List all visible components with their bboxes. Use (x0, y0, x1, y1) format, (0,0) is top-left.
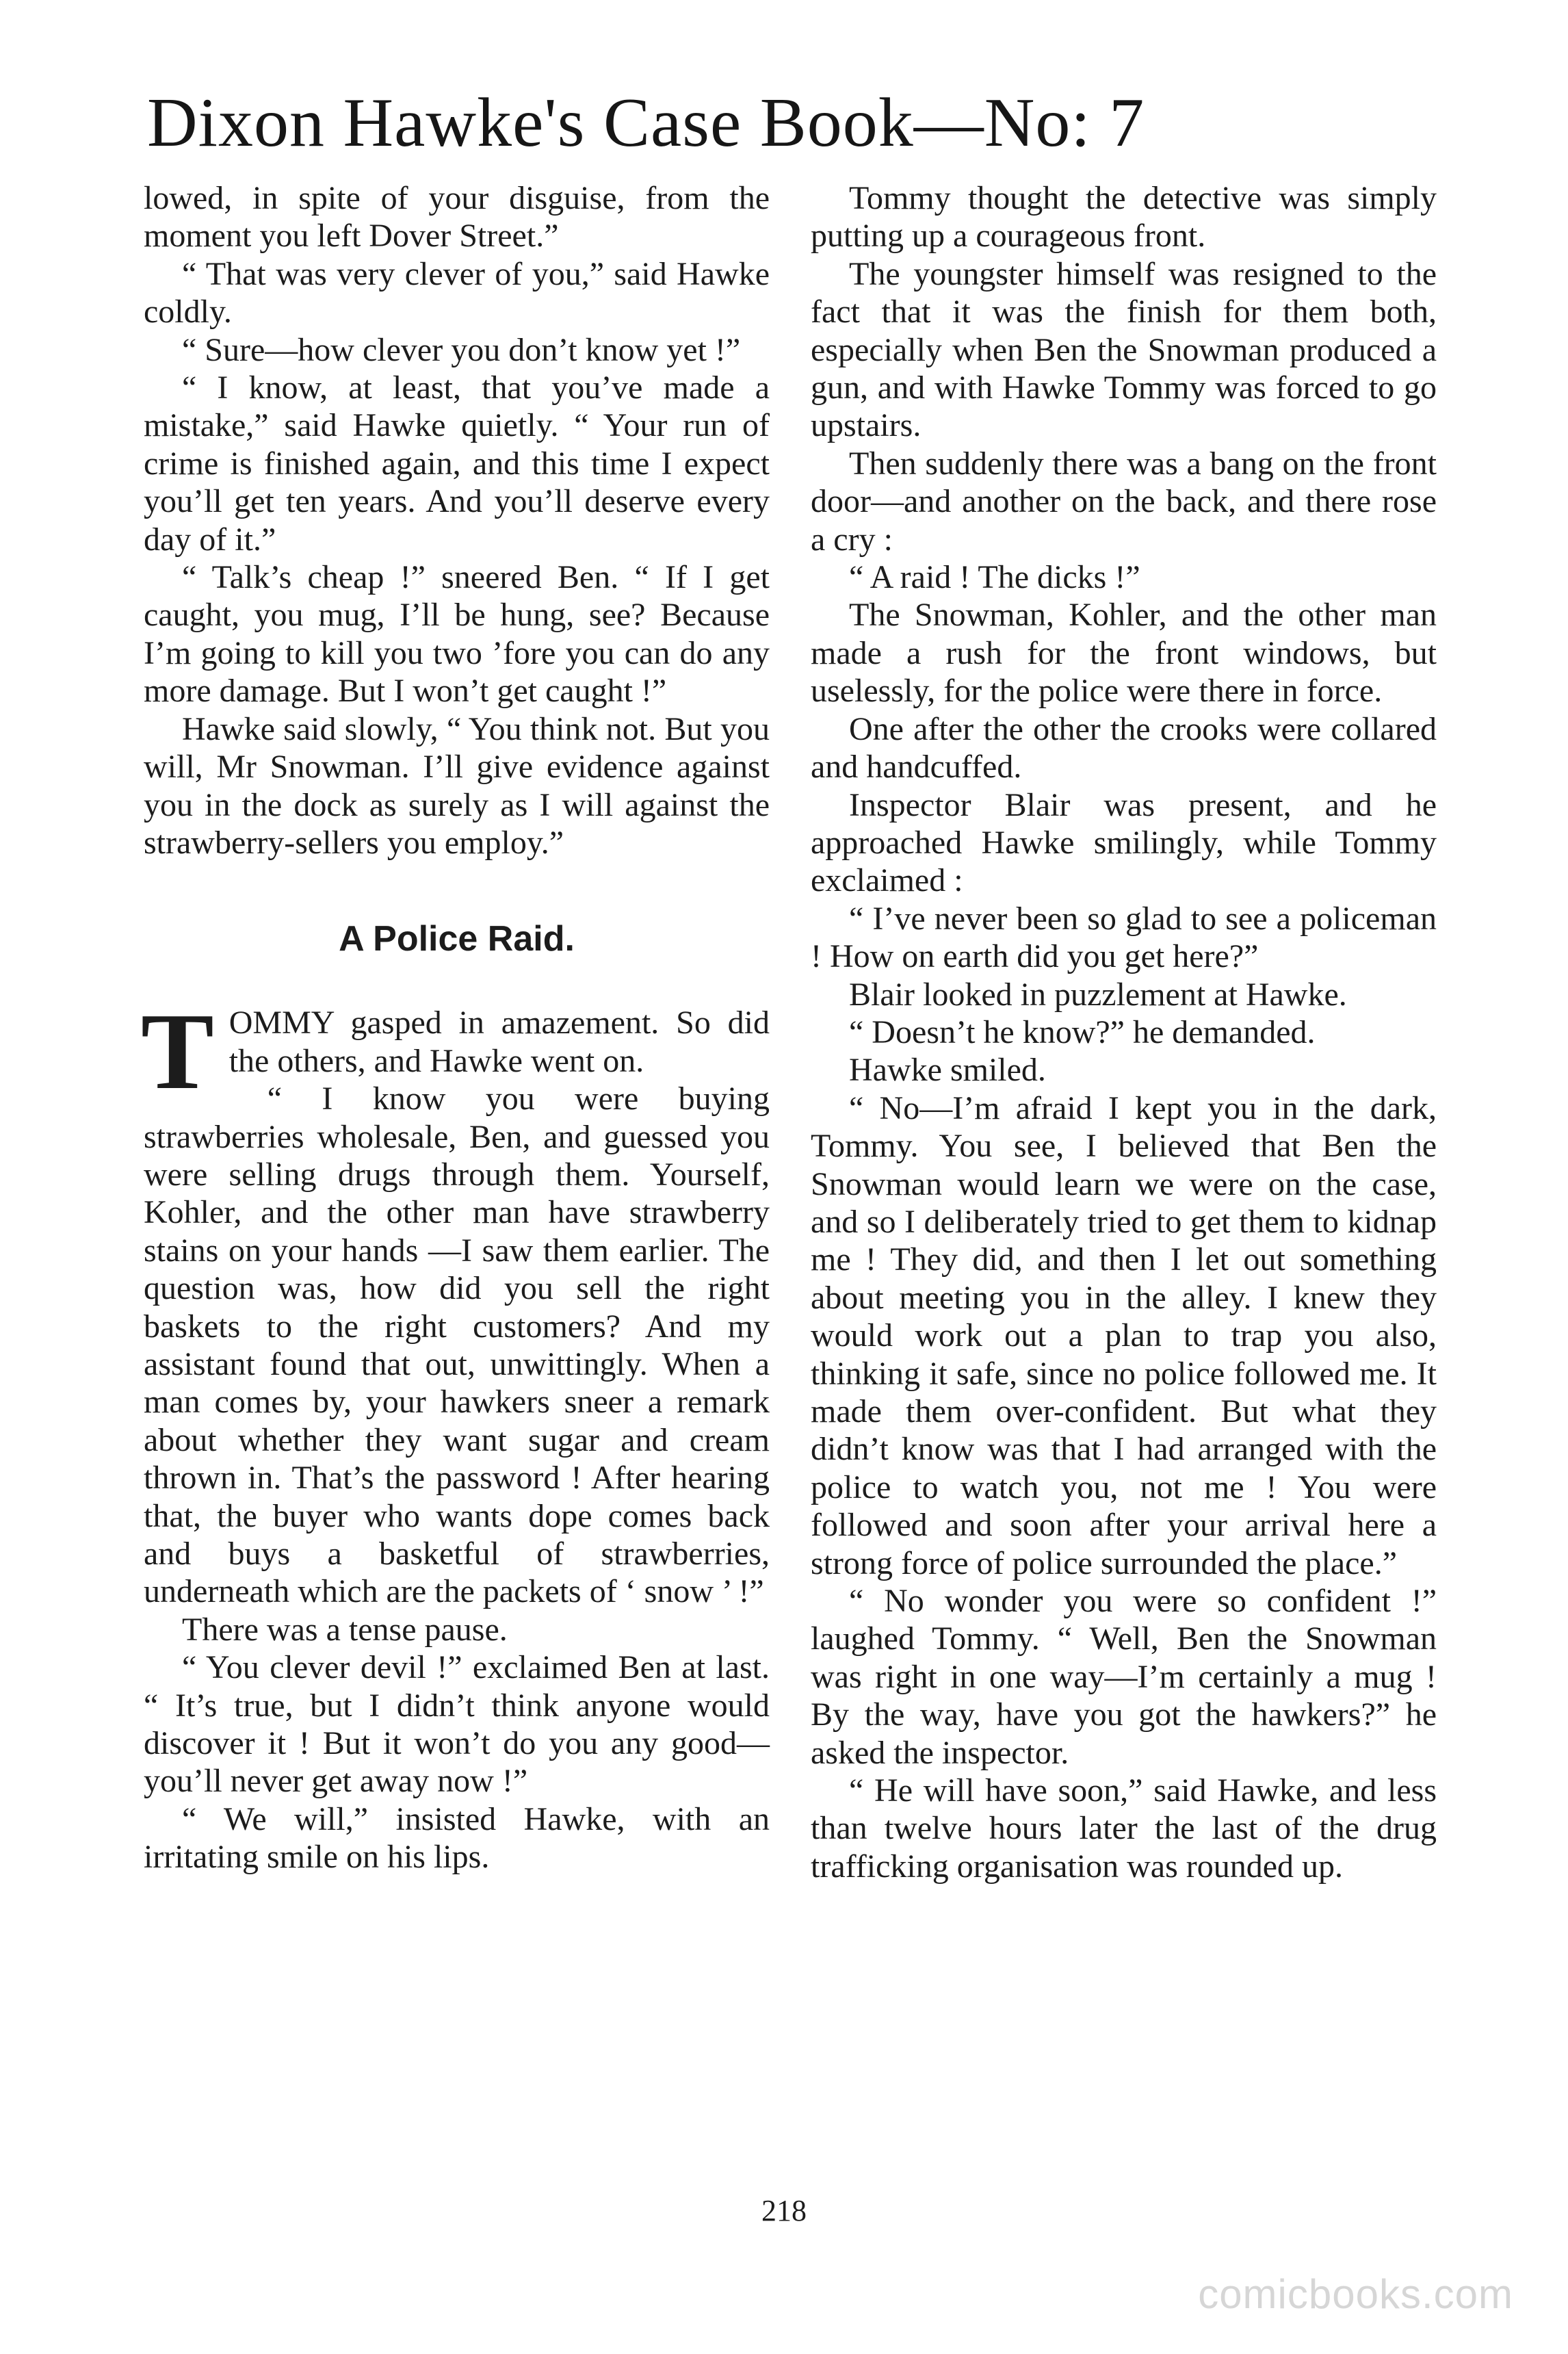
story-paragraph: “ Sure—how clever you don’t know yet !” (182, 331, 741, 368)
story-paragraph: “ We will,” insisted Hawke, with an irritating smile on his lips. (144, 1800, 770, 1876)
drop-cap-letter: T (141, 990, 214, 1113)
watermark: comicbooks.com (1198, 2271, 1513, 2317)
story-paragraph: “ A raid ! The dicks !” (849, 559, 1140, 596)
right-column (811, 179, 1437, 1885)
left-column (141, 179, 770, 1876)
story-paragraph: “ Doesn’t he know?” he demanded. (849, 1013, 1316, 1050)
story-paragraph: The youngster himself was resigned to the fact that it was the finish for them both, especially when Ben the Snowman produced a gun, and with Hawke Tommy was forced to go upstairs. (811, 255, 1437, 444)
story-paragraph-dropcap (141, 990, 770, 1113)
story-paragraph: One after the other the crooks were collared and handcuffed. (811, 710, 1437, 786)
story-paragraph: “ I’ve never been so glad to see a policeman ! How on earth did you get here?” (811, 900, 1437, 975)
story-paragraph: Hawke smiled. (849, 1052, 1046, 1089)
story-paragraph: Blair looked in puzzlement at Hawke. (849, 976, 1347, 1013)
story-paragraph: Inspector Blair was present, and he approached Hawke smilingly, while Tommy exclaimed : (811, 786, 1437, 899)
page-number: 218 (761, 2194, 807, 2227)
story-paragraph: lowed, in spite of your disguise, from the moment you left Dover Street.” (144, 180, 770, 255)
story-paragraph: The Snowman, Kohler, and the other man made a rush for the front windows, but uselessly, for the police were there in force. (811, 597, 1437, 710)
story-paragraph: “ You clever devil !” exclaimed Ben at last. “ It’s true, but I didn’t think anyone would discover it ! But it won’t do you any good—you’ll never get away now !” (144, 1649, 770, 1800)
dropcap-paragraph-text: OMMY gasped in amazement. So did the others, and Hawke went on. (228, 1005, 770, 1079)
page-title: Dixon Hawke's Case Book—No: 7 (147, 84, 1145, 161)
story-paragraph: Then suddenly there was a bang on the front door—and another on the back, and there rose a cry : (811, 445, 1437, 558)
story-paragraph: “ That was very clever of you,” said Hawke coldly. (144, 255, 770, 331)
story-paragraph: There was a tense pause. (182, 1611, 508, 1648)
story-paragraph: “ Talk’s cheap !” sneered Ben. “ If I get caught, you mug, I’ll be hung, see? Because I’m going to kill you two ’fore you can do any more damage. But I won’t get caught !” (144, 559, 770, 710)
story-paragraph: “ I know, at least, that you’ve made a mistake,” said Hawke quietly. “ Your run of crime is finished again, and this time I expect you’ll get ten years. And you’ll deserve every day of it.” (144, 370, 770, 558)
section-heading: A Police Raid. (339, 919, 575, 959)
story-paragraph: Tommy thought the detective was simply putting up a courageous front. (811, 180, 1437, 255)
story-paragraph: “ I know you were buying strawberries wholesale, Ben, and guessed you were selling drugs through them. Yourself, Kohler, and the other man have strawberry stains on your hands —I saw them earlier. The question was, how did you sell the right baskets to the right customers? And my assistant found that out, unwittingly. When a man comes by, your hawkers sneer a remark about whether they want sugar and cream thrown in. That’s the password ! After hearing that, the buyer who wants dope comes back and buys a basketful of strawberries, underneath which are the packets of ‘ snow ’ !” (144, 1081, 770, 1610)
story-paragraph: “ No—I’m afraid I kept you in the dark, Tommy. You see, I believed that Ben the Snowman would learn we were on the case, and so I deliberately tried to get them to kidnap me ! They did, and then I let out something about meeting you in the alley. I knew they would work out a plan to trap you also, thinking it safe, since no police followed me. It made them over-confident. But what they didn’t know was that I had arranged with the police to watch you, not me ! You were followed and soon after your arrival here a strong force of police surrounded the place.” (811, 1089, 1437, 1581)
story-paragraph: Hawke said slowly, “ You think not. But you will, Mr Snowman. I’ll give evidence against you in the dock as surely as I will against the strawberry-sellers you employ.” (144, 710, 770, 861)
story-paragraph: “ He will have soon,” said Hawke, and less than twelve hours later the last of the drug trafficking organisation was rounded up. (811, 1772, 1437, 1885)
story-paragraph: “ No wonder you were so confident !” laughed Tommy. “ Well, Ben the Snowman was right in one way—I’m certainly a mug ! By the way, have you got the hawkers?” he asked the inspector. (811, 1583, 1437, 1771)
